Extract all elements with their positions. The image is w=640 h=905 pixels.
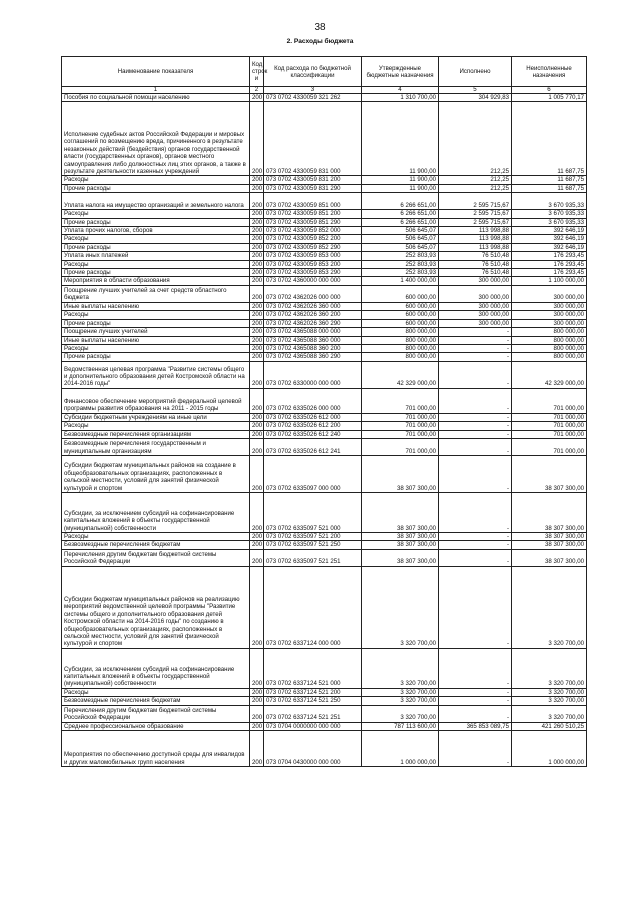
row-name: Безвозмездные перечисления бюджетам [62, 541, 250, 549]
row-executed: 2 595 715,67 [439, 218, 512, 226]
row-approved: 701 000,00 [362, 388, 439, 413]
row-approved: 42 329 000,00 [362, 361, 439, 388]
row-name: Пособия по социальной помощи населению [62, 94, 250, 102]
table-row [62, 688, 587, 696]
row-line-code: 200 [250, 227, 264, 235]
header-indicator-name: Наименование показателя [62, 57, 250, 87]
row-line-code: 200 [250, 361, 264, 388]
table-row [62, 302, 587, 310]
row-executed: - [439, 344, 512, 352]
row-approved: 252 803,93 [362, 269, 439, 277]
row-line-code: 200 [250, 566, 264, 648]
row-remaining: 421 260 510,25 [512, 722, 587, 730]
row-approved: 3 320 700,00 [362, 697, 439, 705]
row-line-code: 200 [250, 549, 264, 566]
row-name: Субсидии бюджетам муниципальных районов на создание в общеобразовательных организациях, расположенных в сельской местности, условий для занятий физической культурой и спортом [62, 455, 250, 492]
row-expense-code: 073 0702 6335097 521 200 [264, 532, 362, 540]
row-line-code: 200 [250, 336, 264, 344]
row-approved: 3 320 700,00 [362, 566, 439, 648]
column-number: 1 [62, 87, 250, 94]
table-row [62, 492, 587, 532]
row-name: Субсидии, за исключением субсидий на софинансирование капитальных вложений в объекты государственной (муниципальной) собственности [62, 492, 250, 532]
row-line-code: 200 [250, 648, 264, 688]
row-executed: 212,25 [439, 176, 512, 184]
row-name: Иные выплаты населению [62, 302, 250, 310]
table-row [62, 235, 587, 243]
row-expense-code: 073 0702 4330059 851 200 [264, 210, 362, 218]
row-line-code: 200 [250, 532, 264, 540]
row-expense-code: 073 0702 6337124 521 000 [264, 648, 362, 688]
row-name: Прочие расходы [62, 184, 250, 192]
row-executed: 300 000,00 [439, 277, 512, 285]
row-approved: 6 266 651,00 [362, 210, 439, 218]
row-approved: 701 000,00 [362, 430, 439, 438]
table-row [62, 243, 587, 251]
row-expense-code: 073 0702 4365088 360 000 [264, 336, 362, 344]
row-executed: 113 998,88 [439, 227, 512, 235]
row-expense-code: 073 0702 4330059 851 000 [264, 193, 362, 210]
table-row [62, 361, 587, 388]
row-approved: 38 307 300,00 [362, 455, 439, 492]
row-executed: 76 510,48 [439, 252, 512, 260]
row-executed: 76 510,48 [439, 260, 512, 268]
row-approved: 3 320 700,00 [362, 648, 439, 688]
row-expense-code: 073 0702 6335026 000 000 [264, 388, 362, 413]
row-executed: - [439, 422, 512, 430]
row-remaining: 11 687,75 [512, 184, 587, 192]
row-approved: 701 000,00 [362, 413, 439, 421]
row-line-code: 200 [250, 210, 264, 218]
row-expense-code: 073 0702 4330059 852 000 [264, 227, 362, 235]
row-executed: - [439, 532, 512, 540]
row-line-code: 200 [250, 328, 264, 336]
row-expense-code: 073 0702 4362026 000 000 [264, 285, 362, 302]
row-name: Расходы [62, 260, 250, 268]
header-remaining: Неисполненные назначения [512, 57, 587, 87]
row-name: Уплата иных платежей [62, 252, 250, 260]
row-approved: 1 310 700,00 [362, 94, 439, 102]
row-executed: 2 595 715,67 [439, 193, 512, 210]
row-approved: 6 266 651,00 [362, 218, 439, 226]
table-row [62, 549, 587, 566]
row-remaining: 392 646,19 [512, 243, 587, 251]
row-executed: 365 853 089,75 [439, 722, 512, 730]
row-executed: - [439, 648, 512, 688]
row-remaining: 3 320 700,00 [512, 566, 587, 648]
row-expense-code: 073 0702 4362026 360 290 [264, 319, 362, 327]
row-executed: - [439, 549, 512, 566]
row-line-code: 200 [250, 438, 264, 455]
row-approved: 701 000,00 [362, 438, 439, 455]
row-executed: - [439, 353, 512, 361]
row-expense-code: 073 0702 4365088 360 200 [264, 344, 362, 352]
table-row [62, 193, 587, 210]
table-row [62, 344, 587, 352]
table-row [62, 336, 587, 344]
row-remaining: 1 000 000,00 [512, 730, 587, 766]
row-executed: - [439, 413, 512, 421]
row-line-code: 200 [250, 705, 264, 722]
row-line-code: 200 [250, 430, 264, 438]
row-approved: 800 000,00 [362, 328, 439, 336]
table-row [62, 260, 587, 268]
row-line-code: 200 [250, 302, 264, 310]
table-row [62, 311, 587, 319]
row-expense-code: 073 0702 6335026 612 000 [264, 413, 362, 421]
row-expense-code: 073 0702 4330059 853 000 [264, 252, 362, 260]
row-expense-code: 073 0702 6337124 521 200 [264, 688, 362, 696]
row-executed: 300 000,00 [439, 311, 512, 319]
row-line-code: 200 [250, 311, 264, 319]
row-line-code: 200 [250, 235, 264, 243]
row-name: Прочие расходы [62, 319, 250, 327]
row-expense-code: 073 0702 4330059 831 200 [264, 176, 362, 184]
row-remaining: 176 293,45 [512, 260, 587, 268]
row-executed: - [439, 492, 512, 532]
row-name: Финансовое обеспечение мероприятий федеральной целевой программы развития образования на 2011 - 2015 годы [62, 388, 250, 413]
row-remaining: 701 000,00 [512, 430, 587, 438]
row-line-code: 200 [250, 455, 264, 492]
row-name: Расходы [62, 210, 250, 218]
page-number: 38 [314, 22, 326, 33]
row-expense-code: 073 0702 4330059 851 290 [264, 218, 362, 226]
row-executed: - [439, 361, 512, 388]
row-approved: 506 645,07 [362, 243, 439, 251]
row-line-code: 200 [250, 193, 264, 210]
row-approved: 800 000,00 [362, 336, 439, 344]
table-row [62, 277, 587, 285]
row-executed: 212,25 [439, 184, 512, 192]
row-executed: - [439, 430, 512, 438]
column-number: 4 [362, 87, 439, 94]
row-approved: 600 000,00 [362, 311, 439, 319]
row-line-code: 200 [250, 422, 264, 430]
row-expense-code: 073 0702 6335097 521 251 [264, 549, 362, 566]
row-remaining: 38 307 300,00 [512, 455, 587, 492]
row-remaining: 800 000,00 [512, 344, 587, 352]
row-approved: 600 000,00 [362, 302, 439, 310]
row-approved: 1 000 000,00 [362, 730, 439, 766]
row-line-code: 200 [250, 260, 264, 268]
row-expense-code: 073 0702 4330059 321 262 [264, 94, 362, 102]
row-remaining: 3 320 700,00 [512, 697, 587, 705]
row-executed: 300 000,00 [439, 302, 512, 310]
row-approved: 701 000,00 [362, 422, 439, 430]
header-line-code: Код строк и [250, 57, 264, 87]
row-expense-code: 073 0702 4360000 000 000 [264, 277, 362, 285]
column-number: 6 [512, 87, 587, 94]
row-approved: 11 900,00 [362, 176, 439, 184]
row-executed: - [439, 328, 512, 336]
header-expense-code: Код расхода по бюджетной классификации [264, 57, 362, 87]
table-row [62, 227, 587, 235]
row-line-code: 200 [250, 541, 264, 549]
row-name: Прочие расходы [62, 353, 250, 361]
row-name: Расходы [62, 422, 250, 430]
row-executed: 304 929,83 [439, 94, 512, 102]
row-line-code: 200 [250, 184, 264, 192]
section-title: 2. Расходы бюджета [286, 38, 354, 45]
row-executed: - [439, 541, 512, 549]
row-name: Среднее профессиональное образование [62, 722, 250, 730]
row-approved: 800 000,00 [362, 353, 439, 361]
row-remaining: 3 670 935,33 [512, 193, 587, 210]
row-executed: 300 000,00 [439, 285, 512, 302]
row-executed: 76 510,48 [439, 269, 512, 277]
table-row [62, 388, 587, 413]
row-line-code: 200 [250, 722, 264, 730]
row-name: Прочие расходы [62, 243, 250, 251]
row-line-code: 200 [250, 730, 264, 766]
table-row [62, 210, 587, 218]
row-approved: 252 803,93 [362, 252, 439, 260]
row-remaining: 701 000,00 [512, 422, 587, 430]
table-row [62, 697, 587, 705]
row-approved: 3 320 700,00 [362, 705, 439, 722]
row-remaining: 800 000,00 [512, 336, 587, 344]
row-line-code: 200 [250, 277, 264, 285]
row-executed: - [439, 688, 512, 696]
row-executed: - [439, 566, 512, 648]
row-expense-code: 073 0702 4330059 853 200 [264, 260, 362, 268]
row-remaining: 701 000,00 [512, 438, 587, 455]
row-line-code: 200 [250, 697, 264, 705]
row-line-code: 200 [250, 252, 264, 260]
row-executed: 113 998,88 [439, 235, 512, 243]
row-name: Уплата налога на имущество организаций и земельного налога [62, 193, 250, 210]
row-name: Субсидии бюджетным учреждениям на иные цели [62, 413, 250, 421]
row-remaining: 701 000,00 [512, 388, 587, 413]
row-remaining: 3 320 700,00 [512, 648, 587, 688]
row-name: Прочие расходы [62, 218, 250, 226]
row-remaining: 3 320 700,00 [512, 705, 587, 722]
row-expense-code: 073 0704 0430000 000 000 [264, 730, 362, 766]
table-row [62, 252, 587, 260]
table-header-row [62, 57, 587, 87]
row-remaining: 392 646,19 [512, 235, 587, 243]
row-remaining: 11 687,75 [512, 176, 587, 184]
row-line-code: 200 [250, 319, 264, 327]
row-remaining: 3 670 935,33 [512, 218, 587, 226]
row-executed: - [439, 455, 512, 492]
table-body [62, 94, 587, 767]
row-name: Расходы [62, 532, 250, 540]
row-line-code: 200 [250, 218, 264, 226]
row-approved: 506 645,07 [362, 227, 439, 235]
table-row [62, 285, 587, 302]
row-remaining: 176 293,45 [512, 252, 587, 260]
row-line-code: 200 [250, 176, 264, 184]
row-expense-code: 073 0702 4365088 000 000 [264, 328, 362, 336]
row-expense-code: 073 0702 6337124 521 251 [264, 705, 362, 722]
row-name: Безвозмездные перечисления организациям [62, 430, 250, 438]
row-name: Прочие расходы [62, 269, 250, 277]
row-name: Расходы [62, 176, 250, 184]
table-row [62, 455, 587, 492]
row-remaining: 3 670 935,33 [512, 210, 587, 218]
row-remaining: 392 646,19 [512, 227, 587, 235]
row-remaining: 701 000,00 [512, 413, 587, 421]
row-remaining: 800 000,00 [512, 328, 587, 336]
row-approved: 787 113 600,00 [362, 722, 439, 730]
header-executed: Исполнено [439, 57, 512, 87]
row-remaining: 3 320 700,00 [512, 688, 587, 696]
row-line-code: 200 [250, 353, 264, 361]
row-line-code: 200 [250, 269, 264, 277]
table-row [62, 94, 587, 102]
row-name: Расходы [62, 344, 250, 352]
row-expense-code: 073 0702 4330059 853 290 [264, 269, 362, 277]
row-approved: 600 000,00 [362, 319, 439, 327]
row-executed: - [439, 438, 512, 455]
row-expense-code: 073 0702 6335026 612 241 [264, 438, 362, 455]
row-expense-code: 073 0702 4330059 831 000 [264, 102, 362, 176]
row-executed: - [439, 705, 512, 722]
row-name: Перечисления другим бюджетам бюджетной системы Российской Федерации [62, 705, 250, 722]
row-approved: 1 400 000,00 [362, 277, 439, 285]
row-expense-code: 073 0702 4330059 852 200 [264, 235, 362, 243]
row-remaining: 42 329 000,00 [512, 361, 587, 388]
row-executed: 300 000,00 [439, 319, 512, 327]
row-approved: 38 307 300,00 [362, 532, 439, 540]
row-expense-code: 073 0702 6335097 521 250 [264, 541, 362, 549]
row-approved: 3 320 700,00 [362, 688, 439, 696]
row-line-code: 200 [250, 285, 264, 302]
row-expense-code: 073 0702 4330059 852 290 [264, 243, 362, 251]
row-name: Расходы [62, 235, 250, 243]
table-row [62, 422, 587, 430]
row-approved: 11 900,00 [362, 184, 439, 192]
row-name: Ведомственная целевая программа "Развитие системы общего и дополнительного образования детей Костромской области на 2014-2016 годы" [62, 361, 250, 388]
row-line-code: 200 [250, 344, 264, 352]
row-name: Мероприятия в области образования [62, 277, 250, 285]
table-row [62, 430, 587, 438]
row-name: Расходы [62, 688, 250, 696]
row-expense-code: 073 0702 4365088 360 290 [264, 353, 362, 361]
row-approved: 600 000,00 [362, 285, 439, 302]
table-row [62, 102, 587, 176]
row-name: Расходы [62, 311, 250, 319]
row-remaining: 11 687,75 [512, 102, 587, 176]
table-row [62, 722, 587, 730]
row-name: Перечисления другим бюджетам бюджетной системы Российской Федерации [62, 549, 250, 566]
row-name: Поощрение лучших учителей за счет средств областного бюджета [62, 285, 250, 302]
row-name: Субсидии, за исключением субсидий на софинансирование капитальных вложений в объекты государственной (муниципальной) собственности [62, 648, 250, 688]
row-name: Поощрение лучших учителей [62, 328, 250, 336]
row-expense-code: 073 0702 6337124 000 000 [264, 566, 362, 648]
row-expense-code: 073 0702 6330000 000 000 [264, 361, 362, 388]
expenses-table [61, 56, 587, 767]
table-row [62, 413, 587, 421]
row-remaining: 176 293,45 [512, 269, 587, 277]
row-expense-code: 073 0702 4362026 360 000 [264, 302, 362, 310]
table-row [62, 176, 587, 184]
row-line-code: 200 [250, 243, 264, 251]
row-line-code: 200 [250, 102, 264, 176]
table-row [62, 353, 587, 361]
row-remaining: 800 000,00 [512, 353, 587, 361]
row-remaining: 1 005 770,17 [512, 94, 587, 102]
row-approved: 11 900,00 [362, 102, 439, 176]
column-number: 3 [264, 87, 362, 94]
row-executed: 2 595 715,67 [439, 210, 512, 218]
row-approved: 506 645,07 [362, 235, 439, 243]
row-line-code: 200 [250, 688, 264, 696]
table-row [62, 438, 587, 455]
row-expense-code: 073 0702 4330059 831 290 [264, 184, 362, 192]
row-name: Безвозмездные перечисления государственным и муниципальным организациям [62, 438, 250, 455]
table-row [62, 705, 587, 722]
row-remaining: 38 307 300,00 [512, 541, 587, 549]
row-remaining: 300 000,00 [512, 319, 587, 327]
table-row [62, 328, 587, 336]
row-executed: - [439, 336, 512, 344]
header-approved: Утвержденные бюджетные назначения [362, 57, 439, 87]
row-line-code: 200 [250, 413, 264, 421]
row-name: Субсидии бюджетам муниципальных районов на реализацию мероприятий ведомственной целевой программы "Развитие системы общего и дополнительного образования детей Костромской области на 2014-2016 годы" по созданию в общеобразовательных организациях, расположенных в сельской местности, условий для занятий физической культурой и спортом [62, 566, 250, 648]
column-number-row [62, 87, 587, 94]
row-remaining: 38 307 300,00 [512, 549, 587, 566]
table-row [62, 319, 587, 327]
row-expense-code: 073 0702 6337124 521 250 [264, 697, 362, 705]
row-name: Уплата прочих налогов, сборов [62, 227, 250, 235]
row-remaining: 300 000,00 [512, 311, 587, 319]
row-remaining: 300 000,00 [512, 302, 587, 310]
row-name: Мероприятия по обеспечению доступной среды для инвалидов и других маломобильных групп населения [62, 730, 250, 766]
row-executed: - [439, 388, 512, 413]
column-number: 5 [439, 87, 512, 94]
row-approved: 800 000,00 [362, 344, 439, 352]
table-row [62, 648, 587, 688]
table-row [62, 184, 587, 192]
table-row [62, 532, 587, 540]
table-row [62, 218, 587, 226]
row-executed: - [439, 730, 512, 766]
row-executed: - [439, 697, 512, 705]
row-approved: 252 803,93 [362, 260, 439, 268]
row-remaining: 300 000,00 [512, 285, 587, 302]
row-line-code: 200 [250, 388, 264, 413]
table-row [62, 541, 587, 549]
row-name: Безвозмездные перечисления бюджетам [62, 697, 250, 705]
row-name: Исполнение судебных актов Российской Федерации и мировых соглашений по возмещению вреда, причиненного в результате незаконных действий (бездействия) органов государственной власти (государственных органов), органов местного самоуправления либо должностных лиц этих органов, а также в результате деятельности казенных учреждений [62, 102, 250, 176]
row-expense-code: 073 0702 6335097 521 000 [264, 492, 362, 532]
row-remaining: 38 307 300,00 [512, 532, 587, 540]
row-expense-code: 073 0702 6335026 612 240 [264, 430, 362, 438]
table-row [62, 730, 587, 766]
row-executed: 113 998,88 [439, 243, 512, 251]
row-name: Иные выплаты населению [62, 336, 250, 344]
table-row [62, 566, 587, 648]
row-approved: 38 307 300,00 [362, 492, 439, 532]
row-line-code: 200 [250, 94, 264, 102]
row-approved: 38 307 300,00 [362, 541, 439, 549]
row-remaining: 38 307 300,00 [512, 492, 587, 532]
row-expense-code: 073 0702 6335026 612 200 [264, 422, 362, 430]
row-approved: 38 307 300,00 [362, 549, 439, 566]
table-row [62, 269, 587, 277]
row-executed: 212,25 [439, 102, 512, 176]
row-remaining: 1 100 000,00 [512, 277, 587, 285]
row-expense-code: 073 0704 0000000 000 000 [264, 722, 362, 730]
row-expense-code: 073 0702 4362026 360 200 [264, 311, 362, 319]
row-line-code: 200 [250, 492, 264, 532]
row-approved: 6 266 651,00 [362, 193, 439, 210]
column-number: 2 [250, 87, 264, 94]
row-expense-code: 073 0702 6335097 000 000 [264, 455, 362, 492]
